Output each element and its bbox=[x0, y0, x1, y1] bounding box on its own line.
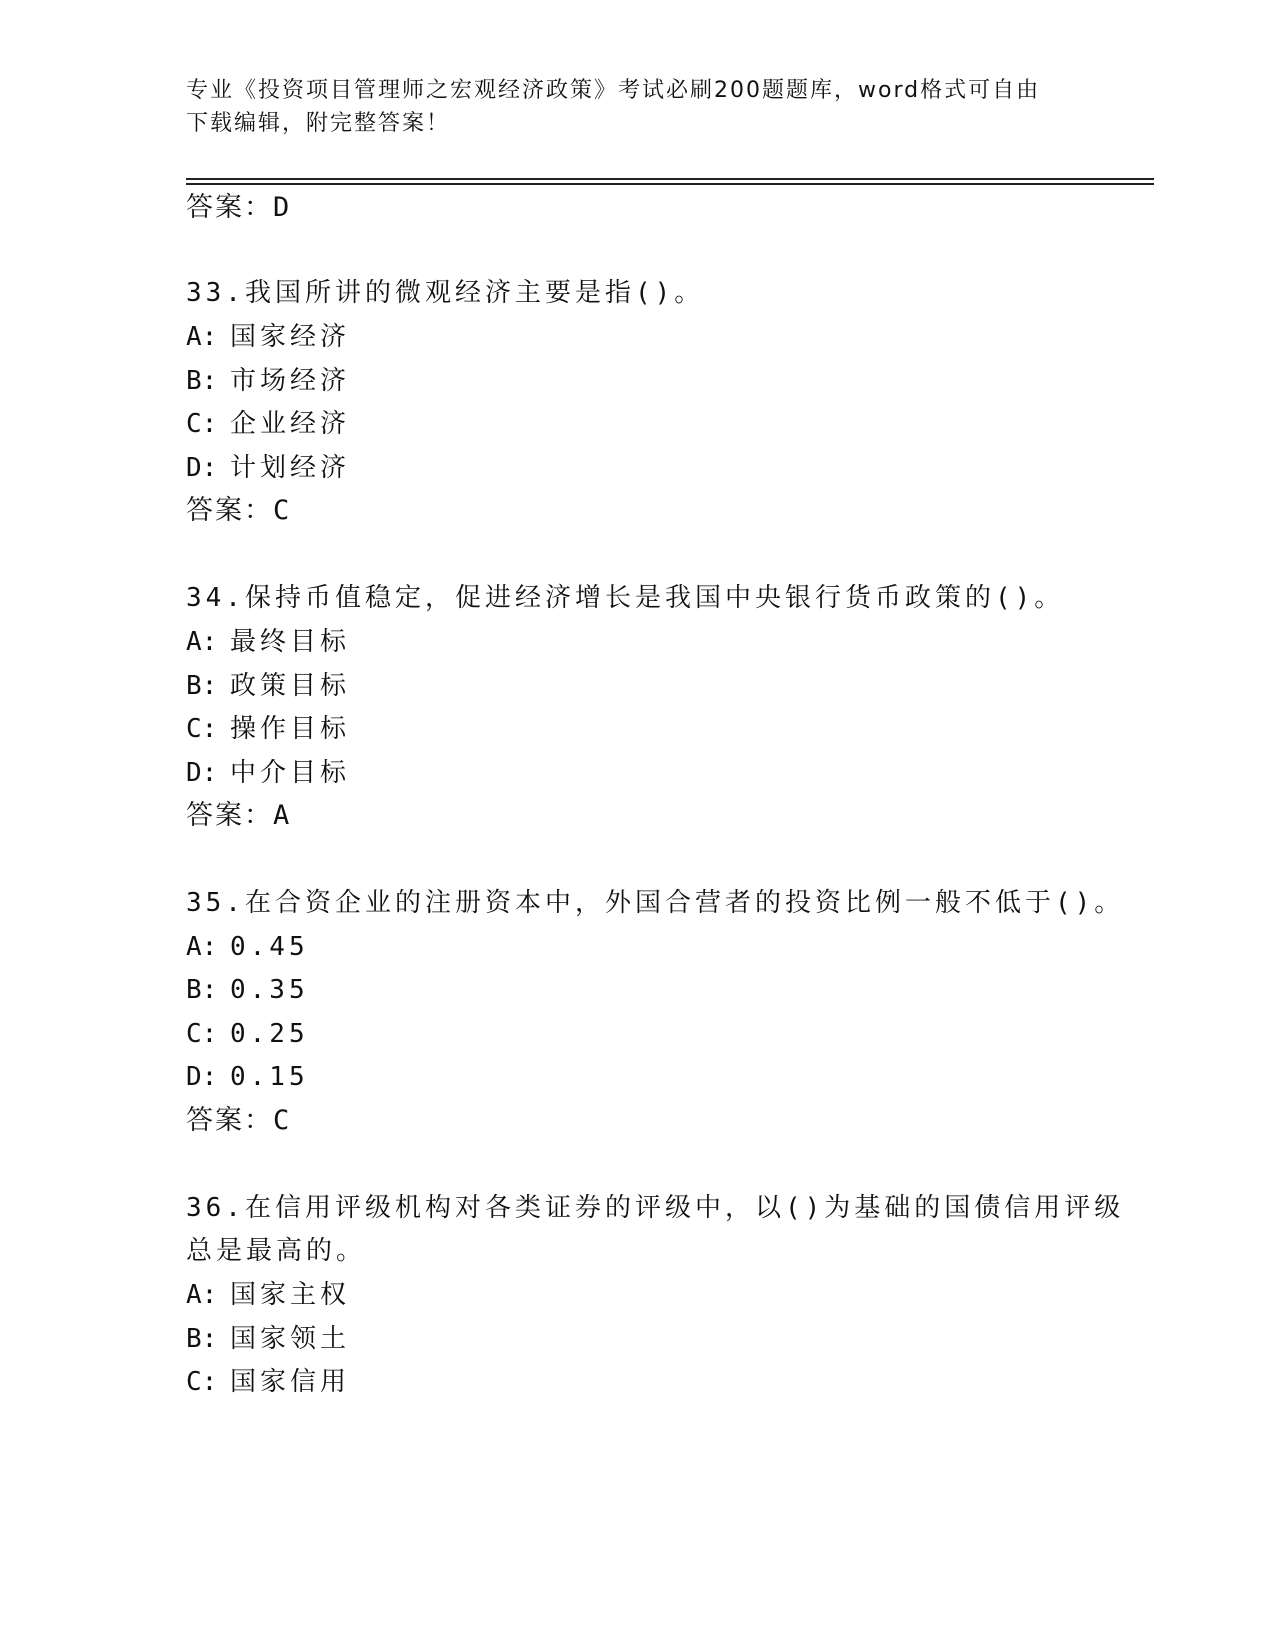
answer-label: 答案： bbox=[186, 800, 273, 831]
option-text: 中介目标 bbox=[230, 758, 351, 788]
header-divider-top bbox=[186, 178, 1154, 180]
option-item bbox=[186, 624, 350, 660]
option-letter: A: bbox=[186, 1280, 218, 1310]
answer-line bbox=[186, 1103, 291, 1139]
option-text: 企业经济 bbox=[230, 409, 351, 439]
option-item bbox=[186, 1364, 350, 1400]
option-item bbox=[186, 1321, 350, 1357]
option-item bbox=[186, 1277, 350, 1313]
option-item bbox=[186, 406, 350, 442]
option-text: 0.25 bbox=[230, 1019, 309, 1049]
option-item bbox=[186, 711, 350, 747]
option-item bbox=[186, 450, 350, 486]
option-item bbox=[186, 1016, 309, 1052]
option-item bbox=[186, 972, 309, 1008]
question-text: 36.在信用评级机构对各类证券的评级中，以()为基础的国债信用评级 bbox=[186, 1193, 1125, 1223]
answer-value: D bbox=[273, 192, 292, 223]
option-text: 政策目标 bbox=[230, 671, 351, 701]
answer-value: C bbox=[273, 1105, 292, 1136]
option-letter: D: bbox=[186, 1062, 218, 1092]
header-divider-bottom bbox=[186, 183, 1154, 185]
option-item bbox=[186, 668, 350, 704]
answer-value: C bbox=[273, 495, 292, 526]
option-item bbox=[186, 319, 350, 355]
option-text: 国家经济 bbox=[230, 322, 351, 352]
option-text: 市场经济 bbox=[230, 366, 351, 396]
option-text: 国家领土 bbox=[230, 1324, 351, 1354]
answer-line bbox=[186, 798, 291, 834]
option-letter: C: bbox=[186, 1019, 218, 1049]
answer-value: A bbox=[273, 800, 292, 831]
document-header bbox=[186, 74, 1086, 140]
option-text: 0.35 bbox=[230, 975, 309, 1005]
option-text: 国家主权 bbox=[230, 1280, 351, 1310]
option-text: 0.15 bbox=[230, 1062, 309, 1092]
answer-line bbox=[186, 190, 291, 226]
option-letter: B: bbox=[186, 366, 218, 396]
option-letter: D: bbox=[186, 453, 218, 483]
option-text: 计划经济 bbox=[230, 453, 351, 483]
option-text: 0.45 bbox=[230, 932, 309, 962]
option-letter: C: bbox=[186, 409, 218, 439]
answer-label: 答案： bbox=[186, 192, 273, 223]
option-letter: D: bbox=[186, 758, 218, 788]
question-text-continued: 总是最高的。 bbox=[186, 1236, 367, 1266]
question-text: 34.保持币值稳定，促进经济增长是我国中央银行货币政策的()。 bbox=[186, 583, 1065, 613]
option-text: 国家信用 bbox=[230, 1367, 351, 1397]
option-text: 操作目标 bbox=[230, 714, 351, 744]
answer-label: 答案： bbox=[186, 1105, 273, 1136]
answer-line bbox=[186, 493, 291, 529]
option-item bbox=[186, 1059, 309, 1095]
option-letter: A: bbox=[186, 627, 218, 657]
option-text: 最终目标 bbox=[230, 627, 351, 657]
answer-label: 答案： bbox=[186, 495, 273, 526]
option-letter: C: bbox=[186, 714, 218, 744]
option-letter: C: bbox=[186, 1367, 218, 1397]
option-letter: A: bbox=[186, 322, 218, 352]
option-letter: B: bbox=[186, 1324, 218, 1354]
question-text: 33.我国所讲的微观经济主要是指()。 bbox=[186, 278, 705, 308]
option-item bbox=[186, 363, 350, 399]
option-item bbox=[186, 755, 350, 791]
option-letter: B: bbox=[186, 671, 218, 701]
option-letter: A: bbox=[186, 932, 218, 962]
header-line-1: 专业《投资项目管理师之宏观经济政策》考试必刷200题题库，word格式可自由 bbox=[186, 78, 1041, 103]
question-text: 35.在合资企业的注册资本中，外国合营者的投资比例一般不低于()。 bbox=[186, 888, 1125, 918]
header-line-2: 下载编辑，附完整答案！ bbox=[186, 111, 451, 136]
option-item bbox=[186, 929, 309, 965]
option-letter: B: bbox=[186, 975, 218, 1005]
